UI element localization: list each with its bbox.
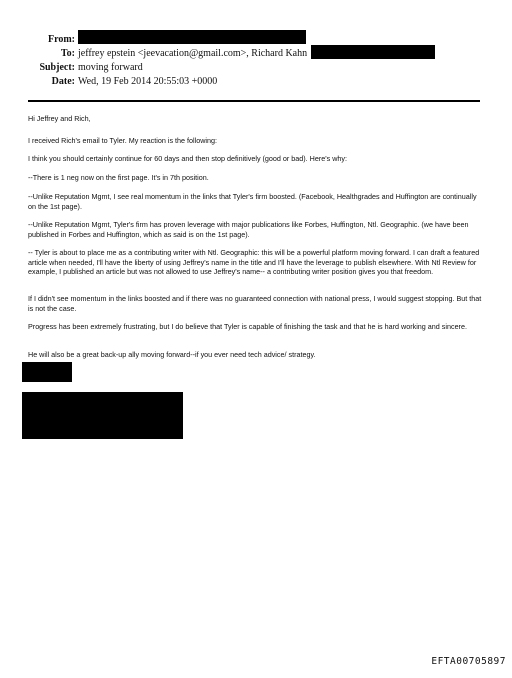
date-value: Wed, 19 Feb 2014 20:55:03 +0000 — [78, 76, 218, 87]
date-label: Date: — [51, 76, 75, 87]
paragraph-recommendation: I think you should certainly continue for 60 days and then stop definitively (good or bad). Here's why: — [28, 154, 348, 163]
paragraph-point-1: --There is 1 neg now on the first page. It's in 7th position. — [28, 173, 209, 182]
paragraph-progress: Progress has been extremely frustrating, but I do believe that Tyler is capable of finishing the task and that he is hard working and sincere. — [28, 322, 467, 331]
header-divider — [28, 100, 480, 102]
to-value: jeffrey epstein <jeevacation@gmail.com>, Richard Kahn — [78, 48, 308, 59]
from-redaction — [78, 30, 306, 44]
signature-redaction-small — [22, 362, 72, 382]
to-redaction — [311, 45, 435, 59]
paragraph-condition: If I didn't see momentum in the links boosted and if there was no guaranteed connection with national press, I would suggest stopping. But that is not the case. — [28, 294, 482, 313]
paragraph-point-3: --Unlike Reputation Mgmt, Tyler's firm has proven leverage with major publications like Forbes, Huffington, Ntl. Geographic. (we have been published in Forbes and Huffington, which as said is on the 1st page). — [28, 220, 469, 239]
paragraph-closing: He will also be a great back-up ally moving forward--if you ever need tech advice/ strategy. — [28, 350, 316, 359]
signature-redaction-large — [22, 392, 183, 439]
paragraph-point-4: -- Tyler is about to place me as a contributing writer with Ntl. Geographic: this will be a powerful platform moving forward. I can draft a featured article when needed, I'll have the liberty of using Jeffrey's name in the title and I'll have the leverage to publish elsewhere. With Ntl Review for example, I published an article but was not allowed to use Jeffrey's name-- a contributing writer position gives you that freedom. — [28, 248, 480, 277]
subject-label: Subject: — [39, 62, 75, 73]
paragraph-point-2: --Unlike Reputation Mgmt, I see real momentum in the links that Tyler's firm boosted. (Facebook, Healthgrades and Huffington are continually on the 1st page). — [28, 192, 477, 211]
subject-value: moving forward — [78, 62, 143, 73]
to-label: To: — [60, 48, 75, 59]
greeting: Hi Jeffrey and Rich, — [28, 114, 91, 123]
from-label: From: — [47, 34, 75, 45]
document-id: EFTA00705897 — [431, 656, 506, 667]
paragraph-intro: I received Rich's email to Tyler. My reaction is the following: — [28, 136, 217, 145]
